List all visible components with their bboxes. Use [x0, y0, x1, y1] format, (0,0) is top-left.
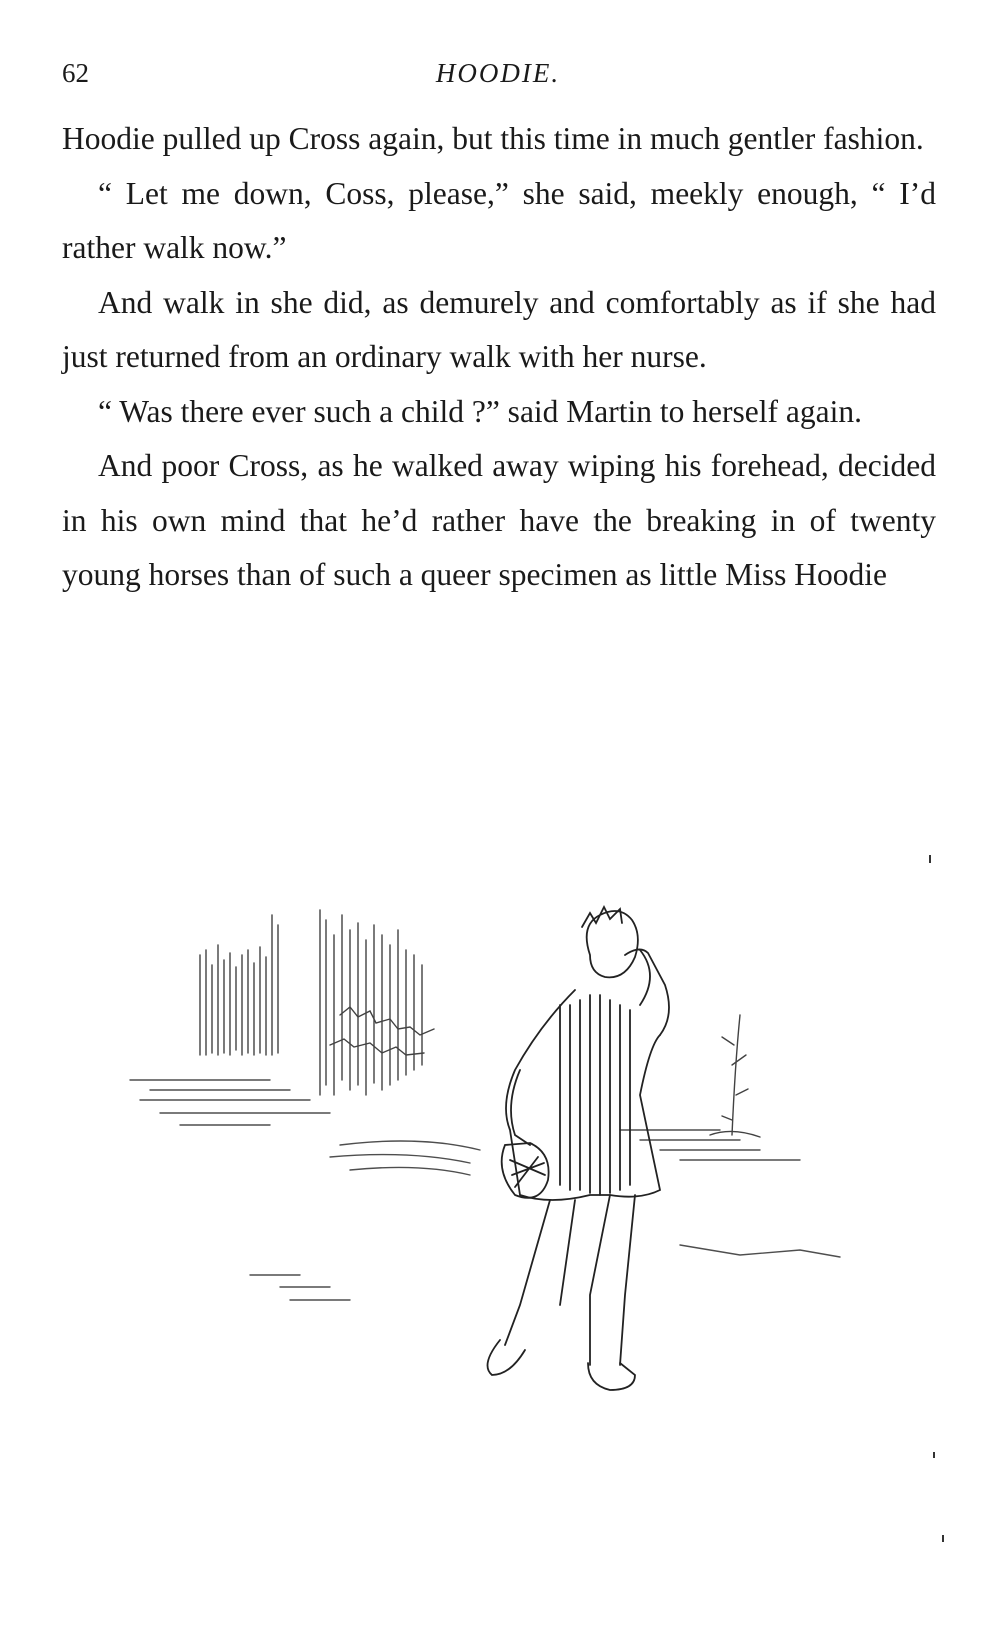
page-header [62, 58, 934, 98]
ink-speck [933, 1452, 935, 1458]
boy-figure [488, 907, 670, 1390]
paragraph: And poor Cross, as he walked away wiping his forehead, decided in his own mind that he’d rather have the breaking in of twenty young horses than of such a queer specimen as little Miss Hoodie [62, 448, 936, 592]
background-trees [200, 910, 434, 1095]
ink-speck [942, 1535, 944, 1542]
running-title: HOODIE. [435, 58, 561, 88]
paragraph: And walk in she did, as demurely and comfortably as if she had just returned from an ordinary walk with her nurse. [62, 284, 936, 374]
paragraph: Hoodie pulled up Cross again, but this time in much gentler fashion. [62, 121, 924, 156]
boy-walking-illustration [120, 895, 880, 1415]
ink-speck [929, 855, 931, 863]
paragraph: “ Was there ever such a child ?” said Martin to herself again. [98, 393, 862, 429]
page-number: 62 [62, 58, 89, 88]
sapling [710, 1015, 760, 1137]
paragraph: “ Let me down, Coss, please,” she said, meekly enough, “ I’d rather walk now.” [62, 175, 936, 265]
body-text [62, 112, 936, 603]
